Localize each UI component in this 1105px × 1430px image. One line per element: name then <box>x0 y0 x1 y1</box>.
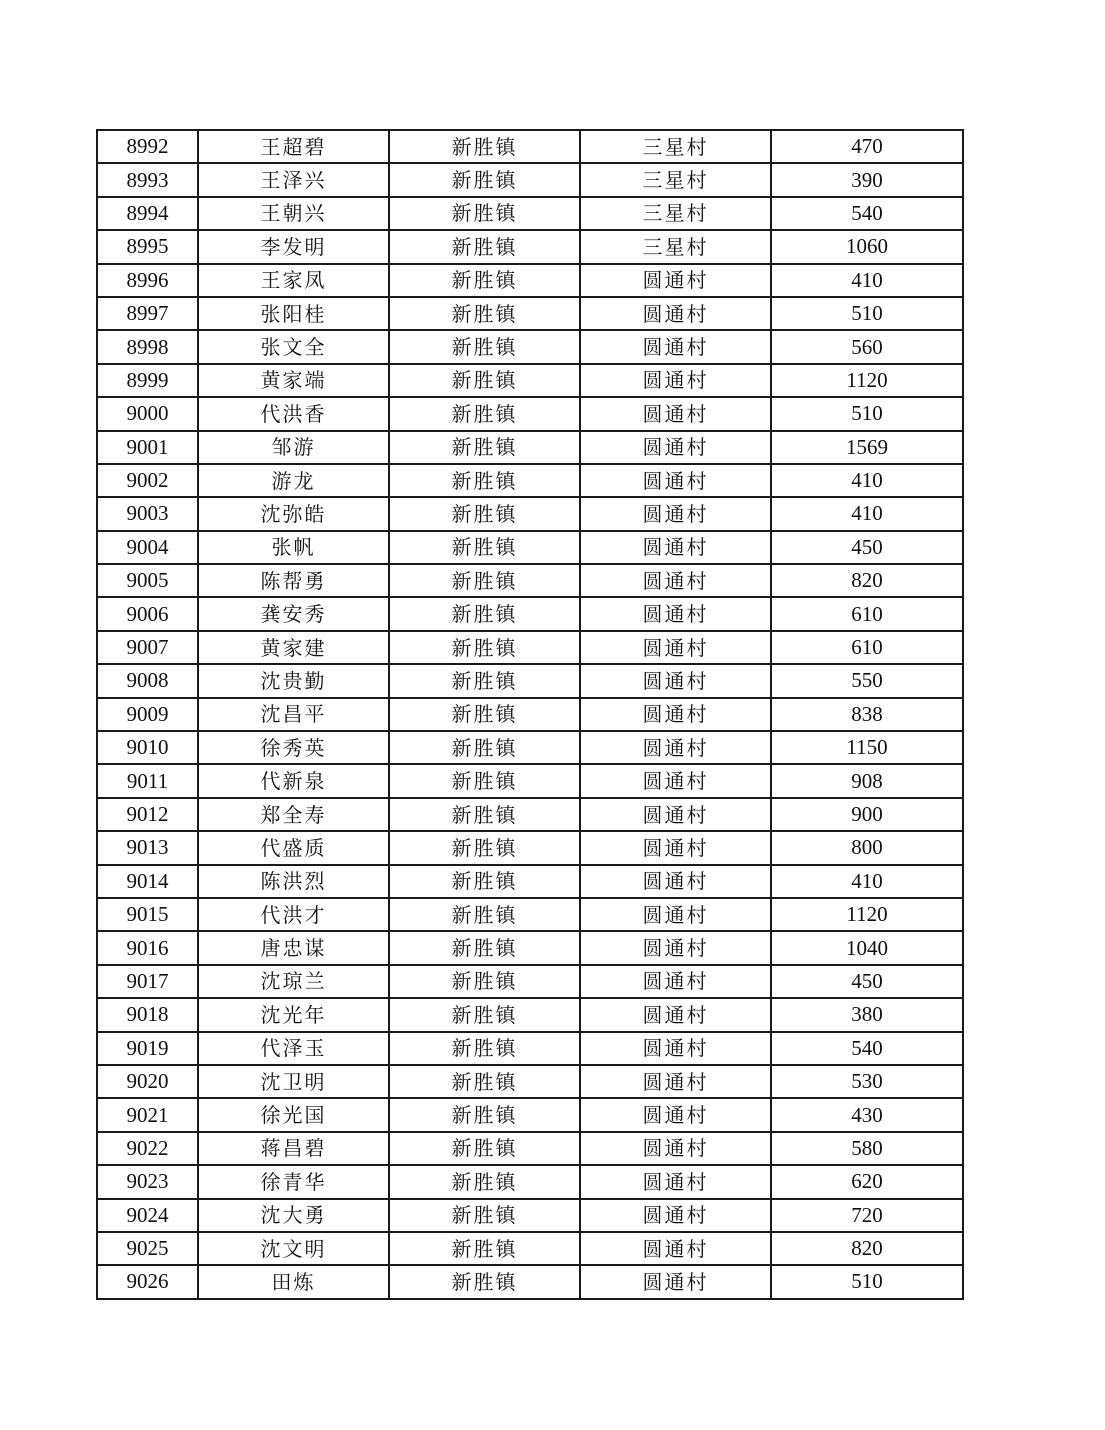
amount-cell: 610 <box>771 631 963 664</box>
table-row <box>97 364 963 397</box>
index-cell: 9013 <box>97 831 198 864</box>
amount-cell: 380 <box>771 998 963 1031</box>
table-row <box>97 497 963 530</box>
village-cell: 圆通村 <box>580 764 771 797</box>
index-cell: 9022 <box>97 1132 198 1165</box>
name-cell: 田炼 <box>198 1265 389 1298</box>
table-row <box>97 731 963 764</box>
index-cell: 9025 <box>97 1232 198 1265</box>
index-cell: 9016 <box>97 931 198 964</box>
table-row <box>97 531 963 564</box>
name-cell: 沈光年 <box>198 998 389 1031</box>
table-row <box>97 130 963 163</box>
table-row <box>97 264 963 297</box>
amount-cell: 450 <box>771 531 963 564</box>
name-cell: 沈卫明 <box>198 1065 389 1098</box>
amount-cell: 510 <box>771 397 963 430</box>
amount-cell: 410 <box>771 497 963 530</box>
index-cell: 8999 <box>97 364 198 397</box>
table-row <box>97 1199 963 1232</box>
village-cell: 三星村 <box>580 130 771 163</box>
name-cell: 代盛质 <box>198 831 389 864</box>
name-cell: 王朝兴 <box>198 197 389 230</box>
town-cell: 新胜镇 <box>389 1165 580 1198</box>
table-row <box>97 1065 963 1098</box>
town-cell: 新胜镇 <box>389 664 580 697</box>
village-cell: 圆通村 <box>580 998 771 1031</box>
index-cell: 9024 <box>97 1199 198 1232</box>
table-row <box>97 464 963 497</box>
amount-cell: 1040 <box>771 931 963 964</box>
name-cell: 徐秀英 <box>198 731 389 764</box>
amount-cell: 1150 <box>771 731 963 764</box>
amount-cell: 450 <box>771 965 963 998</box>
index-cell: 9020 <box>97 1065 198 1098</box>
town-cell: 新胜镇 <box>389 1232 580 1265</box>
table-row <box>97 831 963 864</box>
village-cell: 三星村 <box>580 230 771 263</box>
index-cell: 9009 <box>97 698 198 731</box>
table-row <box>97 230 963 263</box>
amount-cell: 820 <box>771 1232 963 1265</box>
village-cell: 圆通村 <box>580 865 771 898</box>
name-cell: 代新泉 <box>198 764 389 797</box>
town-cell: 新胜镇 <box>389 965 580 998</box>
index-cell: 9018 <box>97 998 198 1031</box>
table-row <box>97 197 963 230</box>
village-cell: 圆通村 <box>580 497 771 530</box>
village-cell: 圆通村 <box>580 597 771 630</box>
town-cell: 新胜镇 <box>389 564 580 597</box>
table-row <box>97 431 963 464</box>
amount-cell: 908 <box>771 764 963 797</box>
amount-cell: 430 <box>771 1098 963 1131</box>
amount-cell: 1120 <box>771 898 963 931</box>
table-row <box>97 931 963 964</box>
village-cell: 圆通村 <box>580 1199 771 1232</box>
index-cell: 9015 <box>97 898 198 931</box>
village-cell: 圆通村 <box>580 1265 771 1298</box>
town-cell: 新胜镇 <box>389 597 580 630</box>
index-cell: 9019 <box>97 1032 198 1065</box>
name-cell: 黄家端 <box>198 364 389 397</box>
table-row <box>97 1032 963 1065</box>
amount-cell: 540 <box>771 197 963 230</box>
amount-cell: 530 <box>771 1065 963 1098</box>
index-cell: 9003 <box>97 497 198 530</box>
village-cell: 圆通村 <box>580 1232 771 1265</box>
name-cell: 代洪才 <box>198 898 389 931</box>
town-cell: 新胜镇 <box>389 497 580 530</box>
name-cell: 龚安秀 <box>198 597 389 630</box>
town-cell: 新胜镇 <box>389 163 580 196</box>
amount-cell: 410 <box>771 464 963 497</box>
town-cell: 新胜镇 <box>389 764 580 797</box>
town-cell: 新胜镇 <box>389 698 580 731</box>
table-row <box>97 163 963 196</box>
village-cell: 圆通村 <box>580 1132 771 1165</box>
name-cell: 唐忠谋 <box>198 931 389 964</box>
amount-cell: 410 <box>771 264 963 297</box>
name-cell: 张阳桂 <box>198 297 389 330</box>
table-row <box>97 865 963 898</box>
name-cell: 徐青华 <box>198 1165 389 1198</box>
index-cell: 8995 <box>97 230 198 263</box>
table-row <box>97 397 963 430</box>
village-cell: 圆通村 <box>580 1032 771 1065</box>
village-cell: 圆通村 <box>580 397 771 430</box>
index-cell: 9010 <box>97 731 198 764</box>
town-cell: 新胜镇 <box>389 264 580 297</box>
town-cell: 新胜镇 <box>389 931 580 964</box>
table-row <box>97 698 963 731</box>
amount-cell: 470 <box>771 130 963 163</box>
table-row <box>97 631 963 664</box>
index-cell: 9011 <box>97 764 198 797</box>
town-cell: 新胜镇 <box>389 197 580 230</box>
index-cell: 8997 <box>97 297 198 330</box>
town-cell: 新胜镇 <box>389 998 580 1031</box>
town-cell: 新胜镇 <box>389 364 580 397</box>
index-cell: 9012 <box>97 798 198 831</box>
town-cell: 新胜镇 <box>389 1032 580 1065</box>
amount-cell: 620 <box>771 1165 963 1198</box>
town-cell: 新胜镇 <box>389 297 580 330</box>
amount-cell: 1120 <box>771 364 963 397</box>
name-cell: 沈弥皓 <box>198 497 389 530</box>
amount-cell: 838 <box>771 698 963 731</box>
village-cell: 圆通村 <box>580 798 771 831</box>
village-cell: 圆通村 <box>580 1098 771 1131</box>
town-cell: 新胜镇 <box>389 898 580 931</box>
village-cell: 圆通村 <box>580 931 771 964</box>
name-cell: 沈文明 <box>198 1232 389 1265</box>
table-row <box>97 798 963 831</box>
village-cell: 圆通村 <box>580 698 771 731</box>
name-cell: 沈昌平 <box>198 698 389 731</box>
town-cell: 新胜镇 <box>389 1065 580 1098</box>
table-row <box>97 1232 963 1265</box>
amount-cell: 540 <box>771 1032 963 1065</box>
table-row <box>97 1165 963 1198</box>
town-cell: 新胜镇 <box>389 1265 580 1298</box>
index-cell: 9023 <box>97 1165 198 1198</box>
amount-cell: 1060 <box>771 230 963 263</box>
index-cell: 8993 <box>97 163 198 196</box>
name-cell: 代泽玉 <box>198 1032 389 1065</box>
amount-cell: 410 <box>771 865 963 898</box>
amount-cell: 390 <box>771 163 963 196</box>
village-cell: 圆通村 <box>580 664 771 697</box>
name-cell: 沈贵勤 <box>198 664 389 697</box>
index-cell: 9005 <box>97 564 198 597</box>
village-cell: 圆通村 <box>580 264 771 297</box>
amount-cell: 580 <box>771 1132 963 1165</box>
town-cell: 新胜镇 <box>389 1098 580 1131</box>
village-cell: 三星村 <box>580 197 771 230</box>
table-row <box>97 664 963 697</box>
name-cell: 沈琼兰 <box>198 965 389 998</box>
name-cell: 代洪香 <box>198 397 389 430</box>
town-cell: 新胜镇 <box>389 330 580 363</box>
town-cell: 新胜镇 <box>389 631 580 664</box>
village-cell: 圆通村 <box>580 831 771 864</box>
village-cell: 圆通村 <box>580 330 771 363</box>
amount-cell: 560 <box>771 330 963 363</box>
village-cell: 圆通村 <box>580 431 771 464</box>
name-cell: 张文全 <box>198 330 389 363</box>
name-cell: 王家凤 <box>198 264 389 297</box>
village-cell: 圆通村 <box>580 1165 771 1198</box>
name-cell: 郑全寿 <box>198 798 389 831</box>
index-cell: 9017 <box>97 965 198 998</box>
village-cell: 圆通村 <box>580 898 771 931</box>
amount-cell: 510 <box>771 1265 963 1298</box>
amount-cell: 800 <box>771 831 963 864</box>
town-cell: 新胜镇 <box>389 1132 580 1165</box>
amount-cell: 510 <box>771 297 963 330</box>
village-cell: 圆通村 <box>580 531 771 564</box>
index-cell: 9021 <box>97 1098 198 1131</box>
table-body <box>97 130 963 1299</box>
table-row <box>97 965 963 998</box>
village-cell: 圆通村 <box>580 464 771 497</box>
table-row <box>97 564 963 597</box>
amount-cell: 820 <box>771 564 963 597</box>
index-cell: 9014 <box>97 865 198 898</box>
amount-cell: 550 <box>771 664 963 697</box>
village-cell: 三星村 <box>580 163 771 196</box>
table-row <box>97 998 963 1031</box>
table-row <box>97 330 963 363</box>
index-cell: 9006 <box>97 597 198 630</box>
index-cell: 8994 <box>97 197 198 230</box>
name-cell: 蒋昌碧 <box>198 1132 389 1165</box>
table-row <box>97 1132 963 1165</box>
town-cell: 新胜镇 <box>389 397 580 430</box>
town-cell: 新胜镇 <box>389 1199 580 1232</box>
table-row <box>97 597 963 630</box>
town-cell: 新胜镇 <box>389 230 580 263</box>
town-cell: 新胜镇 <box>389 130 580 163</box>
village-cell: 圆通村 <box>580 564 771 597</box>
amount-cell: 900 <box>771 798 963 831</box>
index-cell: 9004 <box>97 531 198 564</box>
town-cell: 新胜镇 <box>389 531 580 564</box>
village-cell: 圆通村 <box>580 1065 771 1098</box>
name-cell: 黄家建 <box>198 631 389 664</box>
index-cell: 9026 <box>97 1265 198 1298</box>
amount-cell: 720 <box>771 1199 963 1232</box>
name-cell: 陈帮勇 <box>198 564 389 597</box>
index-cell: 9002 <box>97 464 198 497</box>
village-cell: 圆通村 <box>580 731 771 764</box>
table-row <box>97 1265 963 1298</box>
index-cell: 8992 <box>97 130 198 163</box>
town-cell: 新胜镇 <box>389 431 580 464</box>
index-cell: 9001 <box>97 431 198 464</box>
town-cell: 新胜镇 <box>389 865 580 898</box>
table-row <box>97 1098 963 1131</box>
index-cell: 9000 <box>97 397 198 430</box>
table-row <box>97 898 963 931</box>
table-row <box>97 297 963 330</box>
document-page <box>96 129 962 1300</box>
index-cell: 8998 <box>97 330 198 363</box>
index-cell: 9007 <box>97 631 198 664</box>
index-cell: 9008 <box>97 664 198 697</box>
town-cell: 新胜镇 <box>389 831 580 864</box>
amount-cell: 1569 <box>771 431 963 464</box>
village-cell: 圆通村 <box>580 297 771 330</box>
town-cell: 新胜镇 <box>389 464 580 497</box>
name-cell: 陈洪烈 <box>198 865 389 898</box>
town-cell: 新胜镇 <box>389 798 580 831</box>
village-cell: 圆通村 <box>580 364 771 397</box>
index-cell: 8996 <box>97 264 198 297</box>
name-cell: 王泽兴 <box>198 163 389 196</box>
village-cell: 圆通村 <box>580 631 771 664</box>
name-cell: 张帆 <box>198 531 389 564</box>
name-cell: 徐光国 <box>198 1098 389 1131</box>
name-cell: 沈大勇 <box>198 1199 389 1232</box>
data-table <box>96 129 964 1300</box>
town-cell: 新胜镇 <box>389 731 580 764</box>
name-cell: 王超碧 <box>198 130 389 163</box>
amount-cell: 610 <box>771 597 963 630</box>
name-cell: 游龙 <box>198 464 389 497</box>
table-row <box>97 764 963 797</box>
village-cell: 圆通村 <box>580 965 771 998</box>
name-cell: 邹游 <box>198 431 389 464</box>
name-cell: 李发明 <box>198 230 389 263</box>
